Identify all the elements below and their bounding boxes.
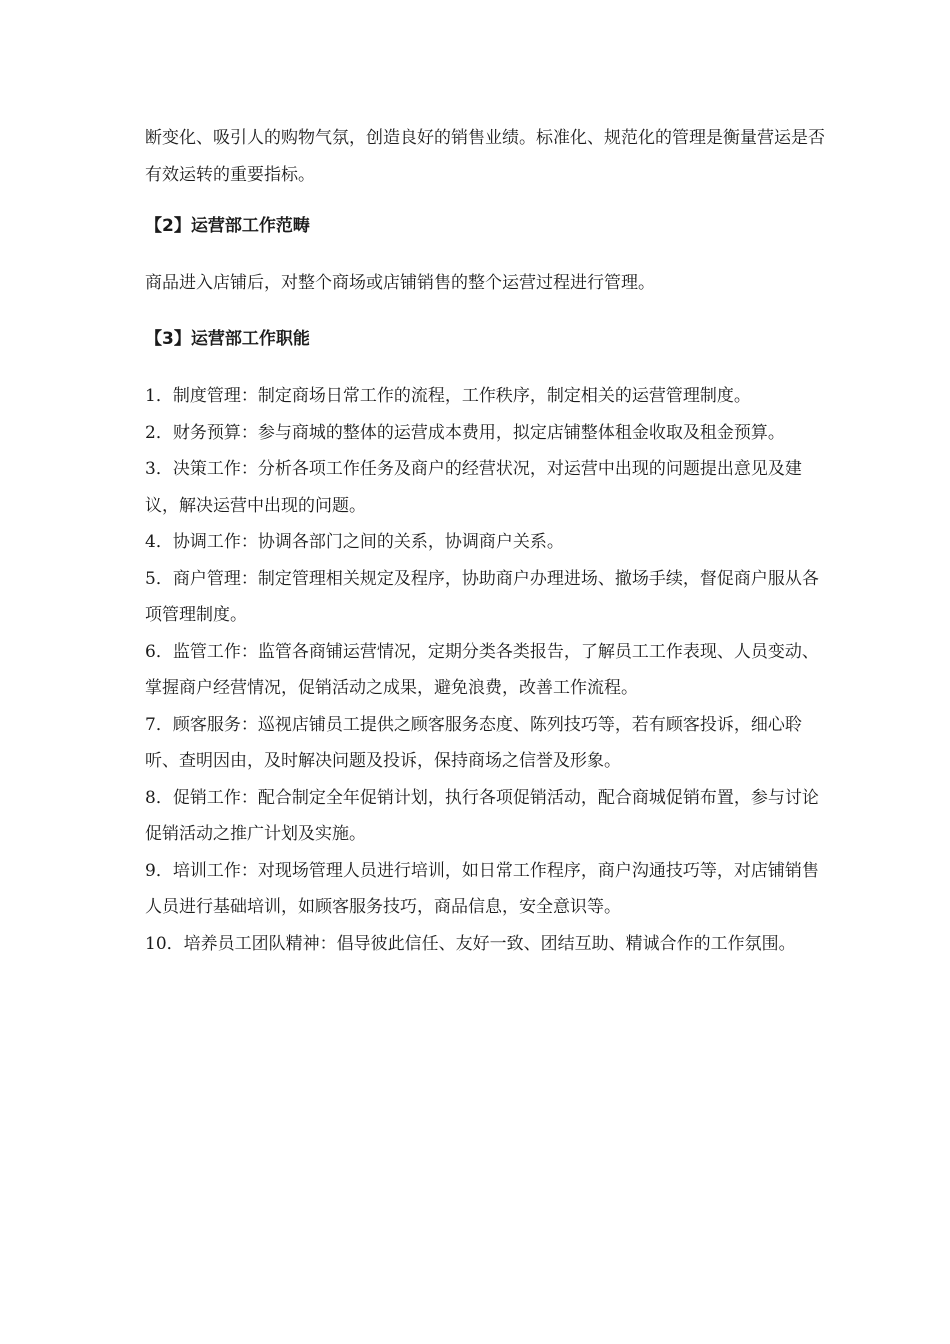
- section-body-scope: 商品进入店铺后，对整个商场或店铺销售的整个运营过程进行管理。: [145, 273, 655, 293]
- list-item: 3．决策工作：分析各项工作任务及商户的经营状况，对运营中出现的问题提出意见及建议，解决运营中出现的问题。: [145, 459, 802, 516]
- list-item: 8．促销工作：配合制定全年促销计划，执行各项促销活动，配合商城促销布置，参与讨论促销活动之推广计划及实施。: [145, 787, 819, 844]
- list-item: 1．制度管理：制定商场日常工作的流程，工作秩序，制定相关的运营管理制度。: [145, 386, 751, 406]
- list-item: 10．培养员工团队精神：倡导彼此信任、友好一致、团结互助、精诚合作的工作氛围。: [145, 933, 796, 954]
- section-heading-functions: 【3】运营部工作职能: [145, 329, 310, 349]
- list-item: 2．财务预算：参与商城的整体的运营成本费用，拟定店铺整体租金收取及租金预算。: [145, 422, 785, 443]
- section-heading-scope: 【2】运营部工作范畴: [145, 216, 310, 236]
- list-item: 7．顾客服务：巡视店铺员工提供之顾客服务态度、陈列技巧等，若有顾客投诉，细心聆听、查明因由，及时解决问题及投诉，保持商场之信誉及形象。: [145, 714, 802, 771]
- list-item: 4．协调工作：协调各部门之间的关系，协调商户关系。: [145, 532, 564, 552]
- document-page: [145, 120, 825, 962]
- list-item: 9．培训工作：对现场管理人员进行培训，如日常工作程序，商户沟通技巧等，对店铺销售人员进行基础培训，如顾客服务技巧，商品信息，安全意识等。: [145, 860, 819, 917]
- list-item: 6．监管工作：监管各商铺运营情况，定期分类各类报告，了解员工工作表现、人员变动、掌握商户经营情况，促销活动之成果，避免浪费，改善工作流程。: [145, 641, 819, 698]
- intro-paragraph: 断变化、吸引人的购物气氛，创造良好的销售业绩。标准化、规范化的管理是衡量营运是否有效运转的重要指标。: [145, 128, 825, 185]
- list-item: 5．商户管理：制定管理相关规定及程序，协助商户办理进场、撤场手续，督促商户服从各项管理制度。: [145, 568, 819, 625]
- functions-list: [145, 378, 825, 962]
